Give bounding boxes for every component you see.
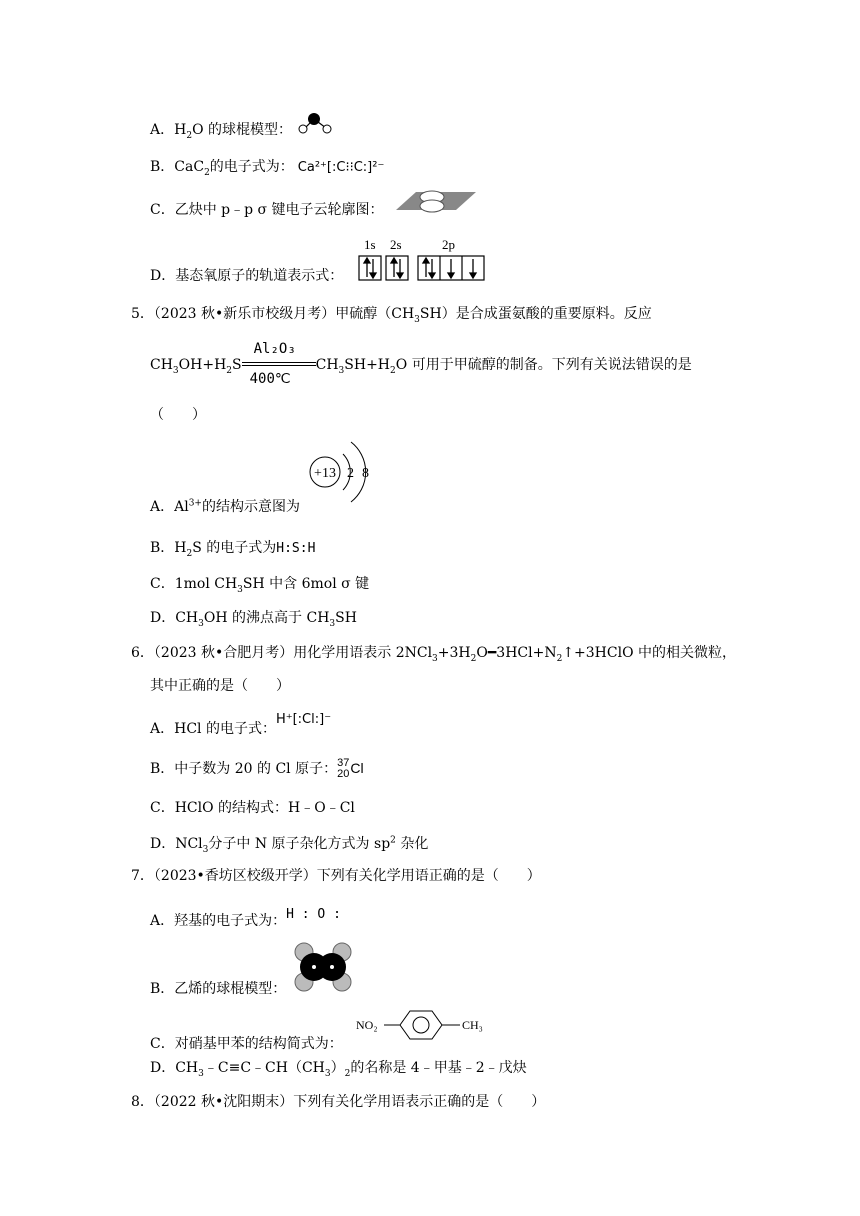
q4-option-c: C．乙炔中 p﹣p σ 键电子云轮廓图：: [150, 202, 384, 218]
q6-stem-line2: 其中正确的是（ ）: [150, 678, 290, 694]
q5-option-a: A．$Al^{3+}$的结构示意图为: [150, 498, 300, 515]
q7-option-a: A．羟基的电子式为：H : O :: [150, 907, 341, 929]
svg-text:+13: +13: [314, 466, 336, 481]
q7-option-b: B．乙烯的球棍模型：: [150, 981, 287, 997]
ethylene-ball-stick-model: [293, 941, 353, 993]
q5-option-b: B．$H_2S$ 的电子式为H:S:H: [150, 540, 316, 559]
p-nitrotoluene-structure: [354, 1009, 494, 1043]
svg-text:8: 8: [362, 466, 369, 481]
svg-text:CH₃: CH₃: [462, 1018, 483, 1032]
orbital-labels: 1s 2s 2p: [364, 237, 455, 252]
q6-option-b: B．中子数为 20 的 Cl 原子： 37 20 Cl: [150, 757, 364, 780]
q5-option-c: C．1mol $CH_3SH$ 中含 6mol σ 键: [150, 576, 370, 595]
svg-text:2: 2: [347, 466, 354, 481]
q8-stem: 8．（2022 秋•沈阳期末）下列有关化学用语表示正确的是（ ）: [131, 1094, 546, 1110]
q5-stem-line2: $CH_3OH+H_2S$ $\frac{\text{Al₂O₃}}{400℃}$ $CH_3SH+H_2O$ 可用于甲硫醇的制备。下列有关说法错误的是: [150, 341, 692, 387]
q5-answer-paren: （ ）: [150, 407, 206, 423]
acetylene-electron-cloud-diagram: [396, 188, 476, 218]
q7-stem: 7．（2023•香坊区校级开学）下列有关化学用语正确的是（ ）: [131, 868, 541, 884]
water-ball-stick-model: [296, 112, 336, 136]
q5-stem-line1: 5．（2023 秋•新乐市校级月考）甲硫醇$(CH_3SH)$是合成蛋氨酸的重要原料。反应: [131, 306, 652, 325]
q4-option-d: D．基态氧原子的轨道表示式：: [150, 268, 344, 284]
q6-option-a: A．HCl 的电子式：H⁺[:Cl:]⁻: [150, 712, 332, 737]
q5-option-d: D．$CH_3OH$ 的沸点高于 $CH_3SH$: [150, 610, 357, 629]
reaction-condition: $\frac{\text{Al₂O₃}}{400℃}$: [242, 355, 316, 375]
q6-option-c: C．HClO 的结构式：H﹣O﹣Cl: [150, 800, 355, 816]
q4-option-a: A．$H_2O$ 的球棍模型：: [150, 122, 292, 141]
q6-stem-line1: 6．（2023 秋•合肥月考）用化学用语表示 $2NCl_3+3H_2O━3HCl+N_2↑+3HClO$ 中的相关微粒，: [131, 645, 737, 664]
svg-text:NO₂: NO₂: [356, 1018, 378, 1032]
q6-option-d: D．NCl$_3$分子中 N 原子杂化方式为 $sp^2$ 杂化: [150, 835, 429, 855]
q7-option-c: C．对硝基甲苯的结构简式为：: [150, 1036, 343, 1052]
al-ion-structure-diagram: [305, 430, 385, 514]
q4-option-b: B．CaC$_2$的电子式为： Ca²⁺[:C⁝⁝C:]²⁻: [150, 159, 385, 178]
q7-option-d: D．$CH_3﹣C\equiv C﹣CH(CH_3)_2$的名称是 4﹣甲基﹣2﹣戊炔: [150, 1060, 527, 1079]
oxygen-orbital-diagram: [358, 255, 490, 281]
